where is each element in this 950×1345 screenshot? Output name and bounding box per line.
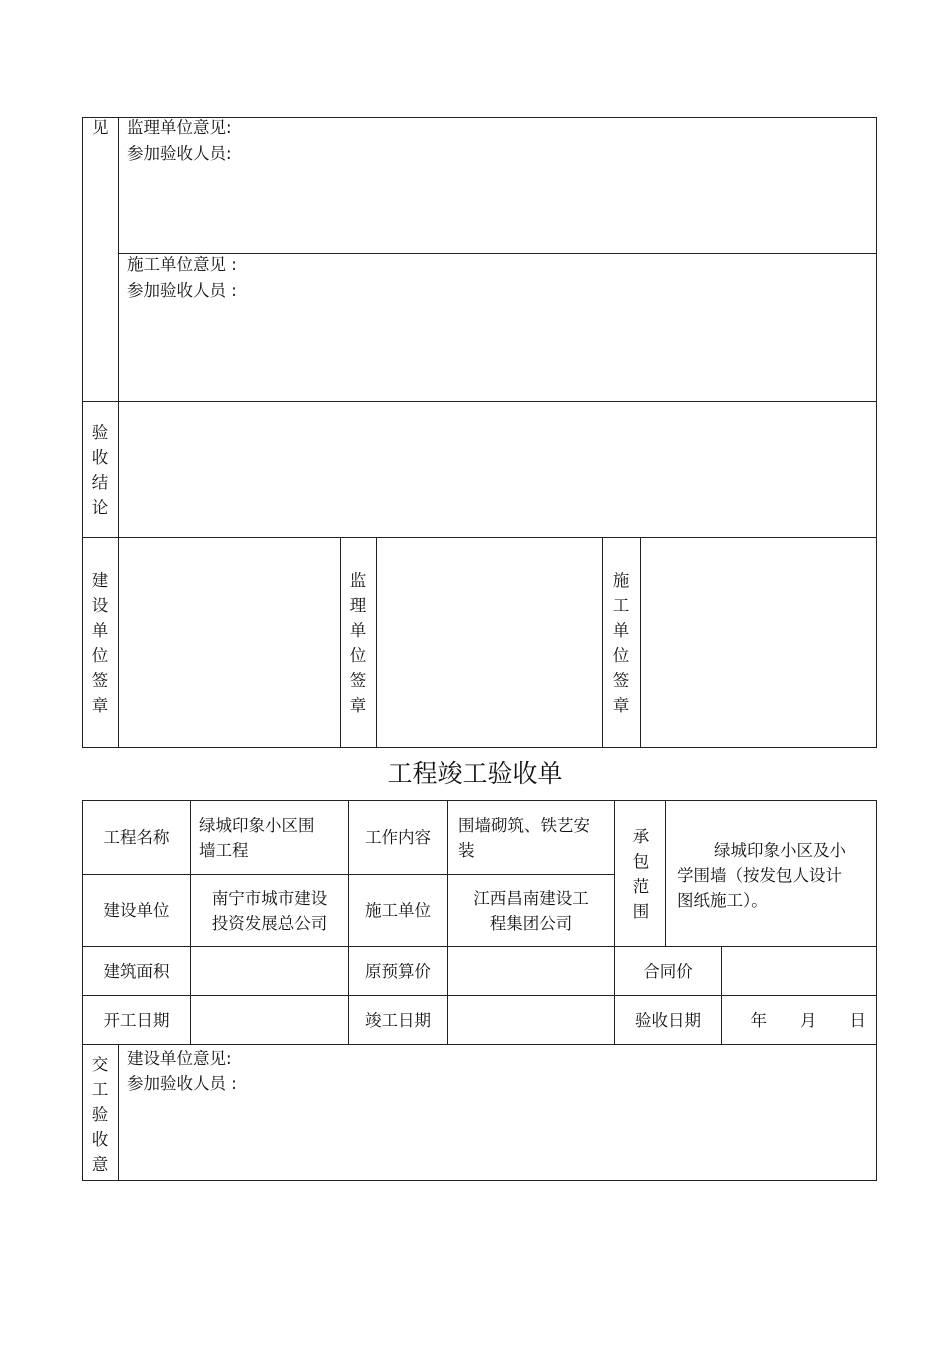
supervisor-signature-label: 监 理 单 位 签 章 [349,571,367,715]
contractor-participants-label: 参加验收人员 : [127,281,237,300]
contractor-signature-field[interactable] [644,541,872,744]
owner-value: 南宁市城市建设 投资发展总公司 [211,888,328,933]
project-name-value: 绿城印象小区围 墙工程 [199,815,315,860]
area-label: 建筑面积 [103,961,170,981]
contractor-value: 江西昌南建设工 程集团公司 [473,888,589,933]
scope-value: 绿城印象小区及小 学围墙（按发包人设计 图纸施工）。 [677,841,846,910]
completion-date-field[interactable] [448,996,614,1044]
work-content-label: 工作内容 [365,828,431,847]
conclusion-field[interactable] [122,405,872,533]
supervisor-opinion-field[interactable] [122,170,872,250]
owner-opinion-label: 建设单位意见: [127,1049,232,1068]
page-title: 工程竣工验收单 [387,759,563,788]
contract-price-field[interactable] [722,947,876,995]
owner-label: 建设单位 [103,901,170,920]
project-name-label: 工程名称 [103,828,170,847]
completion-date-label: 竣工日期 [365,1010,431,1030]
handover-label: 交 工 验 收 意 [91,1055,109,1174]
start-date-field[interactable] [191,996,348,1044]
budget-label: 原预算价 [365,961,431,981]
conclusion-label: 验 收 结 论 [91,423,109,517]
owner-participants-label: 参加验收人员 : [127,1074,237,1093]
acceptance-date-label: 验收日期 [635,1010,701,1030]
budget-field[interactable] [448,947,614,995]
scope-label: 承 包 范 围 [632,827,650,921]
supervisor-opinion-label: 监理单位意见: [127,118,232,137]
contractor-signature-label: 施 工 单 位 签 章 [612,571,630,715]
acceptance-date-field[interactable]: 年 月 日 [750,1010,866,1030]
opinion-column-label: 见 [92,118,109,137]
supervisor-signature-field[interactable] [380,541,598,744]
contract-price-label: 合同价 [643,961,693,981]
owner-signature-label: 建 设 单 位 签 章 [91,571,109,715]
contractor-opinion-label: 施工单位意见 : [127,255,237,274]
contractor-opinion-field[interactable] [122,306,872,398]
contractor-label: 施工单位 [365,901,431,920]
start-date-label: 开工日期 [103,1010,170,1030]
work-content-value: 围墙砌筑、铁艺安 装 [458,815,590,860]
area-field[interactable] [191,947,348,995]
owner-opinion-field[interactable] [122,1100,872,1176]
supervisor-participants-label: 参加验收人员: [127,144,232,163]
owner-signature-field[interactable] [122,541,336,744]
